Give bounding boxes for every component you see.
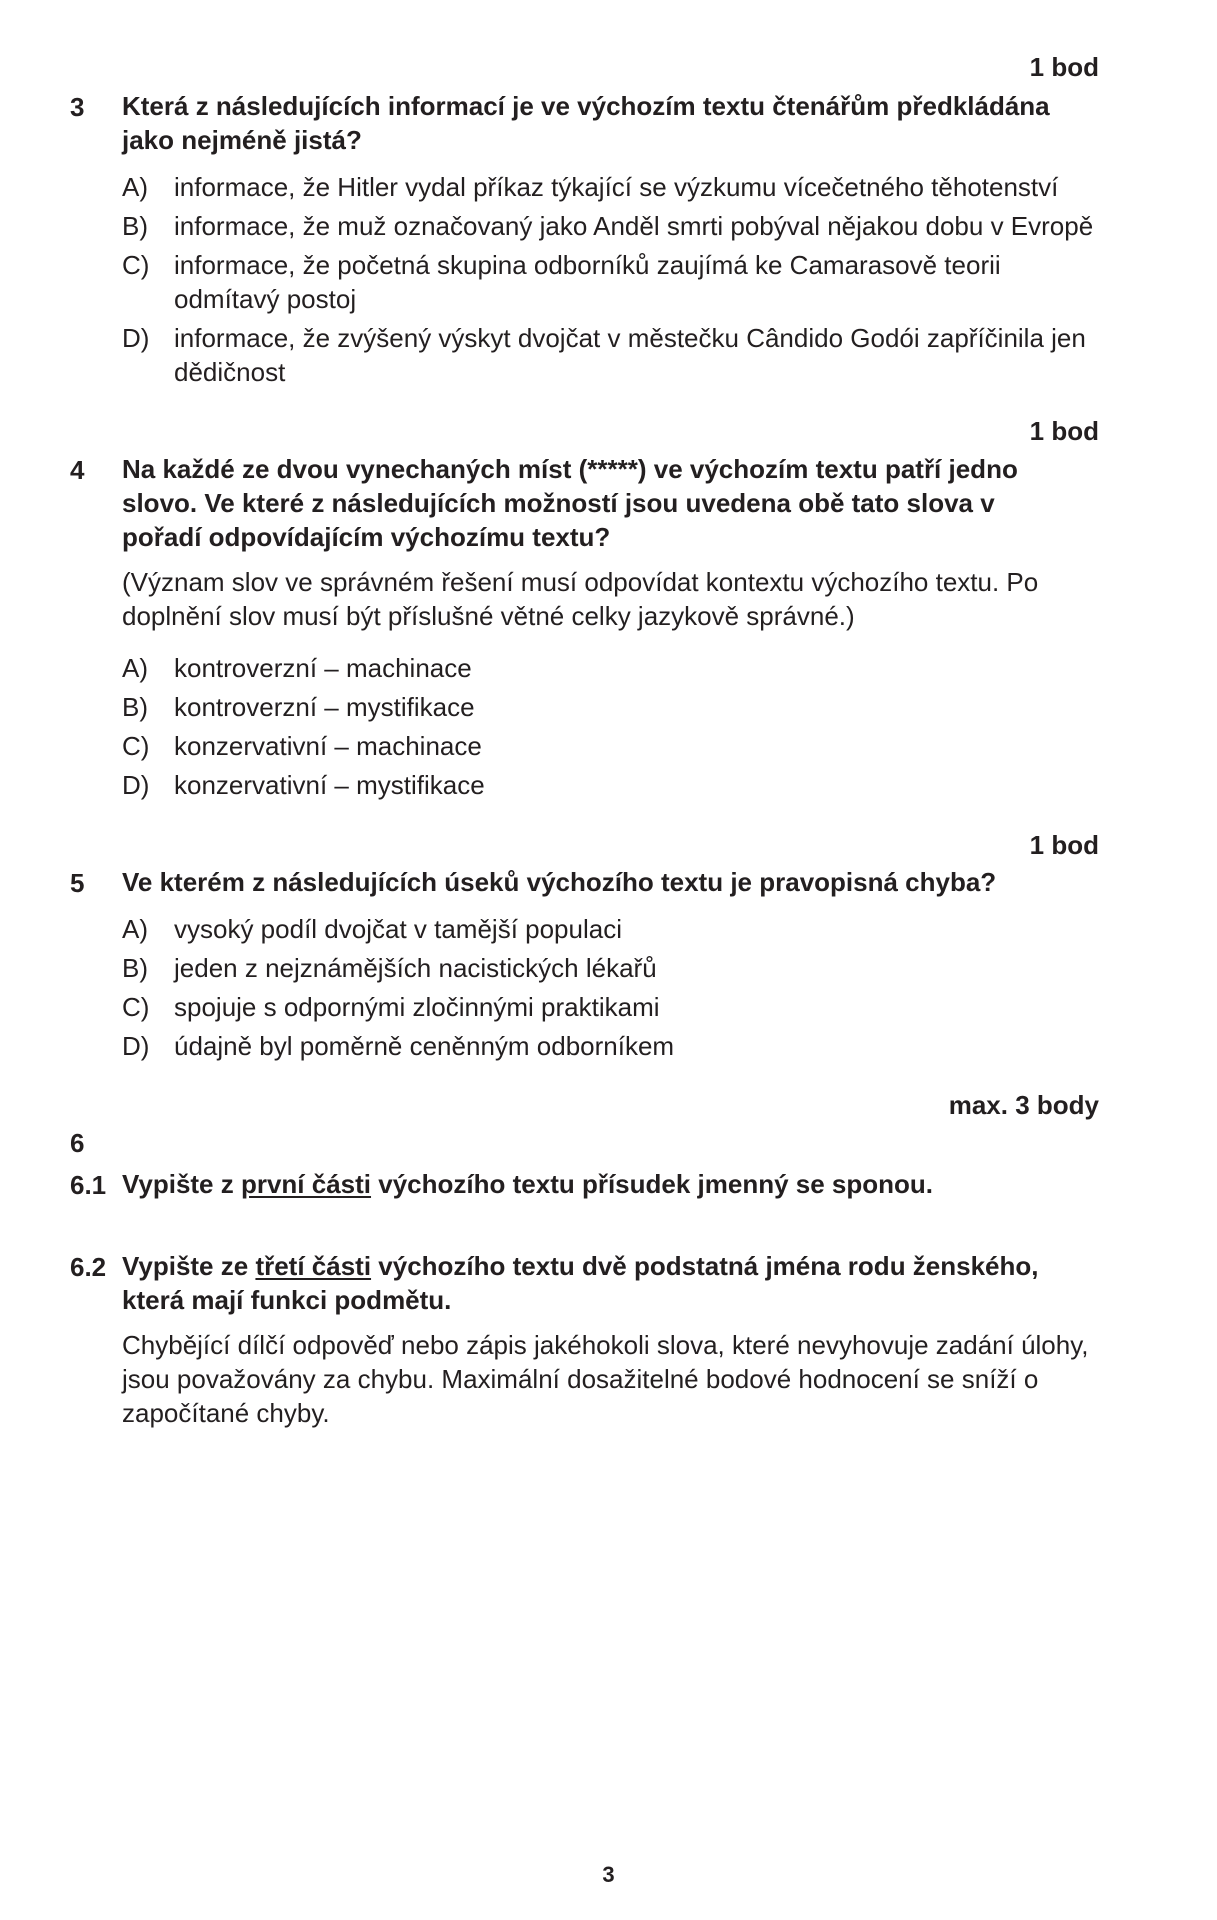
q3-option-a	[122, 170, 1102, 204]
question-4-text: Na každé ze dvou vynechaných míst (*****) ve výchozím textu patří jedno slovo. Ve které z následujících možností jsou uvedena obě tato slova v pořadí odpovídajícím výchozímu textu?	[122, 454, 1018, 552]
q6-2-text-after: výchozího textu dvě podstatná jména rodu ženského, která mají funkci podmětu.	[122, 1251, 1039, 1315]
option-text: spojuje s odpornými zločinnými praktikami	[174, 992, 660, 1022]
option-letter: C)	[122, 731, 150, 761]
q4-option-a	[122, 651, 1102, 685]
page-number: 3	[602, 1862, 615, 1887]
q4-option-d	[122, 768, 1102, 802]
points-q3: 1 bod	[1029, 52, 1099, 82]
option-letter: A)	[122, 653, 148, 683]
q6-1-text-after: výchozího textu přísudek jmenný se sponou.	[371, 1169, 934, 1199]
option-letter: B)	[122, 692, 148, 722]
question-6-2-text	[122, 1249, 1107, 1317]
option-letter: C)	[122, 992, 150, 1022]
option-letter: D)	[122, 1031, 150, 1061]
q5-option-c	[122, 990, 1102, 1024]
points-q5: 1 bod	[1029, 830, 1099, 860]
q6-2-text-underlined: třetí části	[255, 1251, 372, 1281]
option-text: informace, že početná skupina odborníků zaujímá ke Camarasově teorii odmítavý postoj	[174, 250, 1001, 314]
q3-option-d	[122, 321, 1102, 389]
question-6-1-number: 6.1	[70, 1170, 107, 1200]
option-letter: B)	[122, 953, 148, 983]
q5-option-d	[122, 1029, 1102, 1063]
option-text: informace, že zvýšený výskyt dvojčat v městečku Cândido Godói zapříčinila jen dědičnost	[174, 323, 1086, 387]
option-letter: D)	[122, 323, 150, 353]
question-6-note: Chybějící dílčí odpověď nebo zápis jakéhokoli slova, které nevyhovuje zadání úlohy, jsou považovány za chybu. Maximální dosažitelné bodové hodnocení se sníží o započítané chyby.	[122, 1330, 1089, 1428]
q5-option-a	[122, 912, 1102, 946]
question-6-1-text	[122, 1167, 1102, 1201]
q4-option-b	[122, 690, 1102, 724]
option-text: údajně byl poměrně ceněnným odborníkem	[174, 1031, 675, 1061]
q6-2-text-before: Vypište ze	[122, 1251, 256, 1281]
option-text: vysoký podíl dvojčat v tamější populaci	[174, 914, 622, 944]
option-letter: D)	[122, 770, 150, 800]
option-text: konzervativní – mystifikace	[174, 770, 485, 800]
option-text: kontroverzní – mystifikace	[174, 692, 475, 722]
question-3-text: Která z následujících informací je ve výchozím textu čtenářům předkládána jako nejméně jistá?	[122, 91, 1050, 155]
option-letter: B)	[122, 211, 148, 241]
option-text: jeden z nejznámějších nacistických lékařů	[174, 953, 657, 983]
question-6-number: 6	[70, 1128, 85, 1158]
option-letter: C)	[122, 250, 150, 280]
option-text: konzervativní – machinace	[174, 731, 482, 761]
points-q6: max. 3 body	[948, 1090, 1099, 1120]
option-text: informace, že Hitler vydal příkaz týkající se výzkumu vícečetného těhotenství	[174, 172, 1059, 202]
q3-option-b	[122, 209, 1102, 243]
option-text: informace, že muž označovaný jako Anděl smrti pobýval nějakou dobu v Evropě	[174, 211, 1094, 241]
question-5-text: Ve kterém z následujících úseků výchozího textu je pravopisná chyba?	[122, 867, 997, 897]
points-q4: 1 bod	[1029, 416, 1099, 446]
option-letter: A)	[122, 914, 148, 944]
question-3-number: 3	[70, 92, 85, 122]
q6-1-text-underlined: první části	[240, 1169, 372, 1199]
q4-option-c	[122, 729, 1102, 763]
question-4-note: (Význam slov ve správném řešení musí odpovídat kontextu výchozího textu. Po doplnění slov musí být příslušné větné celky jazykově správné.)	[122, 567, 1039, 631]
q3-option-c	[122, 248, 1102, 316]
question-6-2-number: 6.2	[70, 1252, 107, 1282]
question-5-number: 5	[70, 868, 85, 898]
question-4-number: 4	[70, 455, 85, 485]
q5-option-b	[122, 951, 1102, 985]
q6-1-text-before: Vypište z	[122, 1169, 241, 1199]
option-text: kontroverzní – machinace	[174, 653, 472, 683]
option-letter: A)	[122, 172, 148, 202]
